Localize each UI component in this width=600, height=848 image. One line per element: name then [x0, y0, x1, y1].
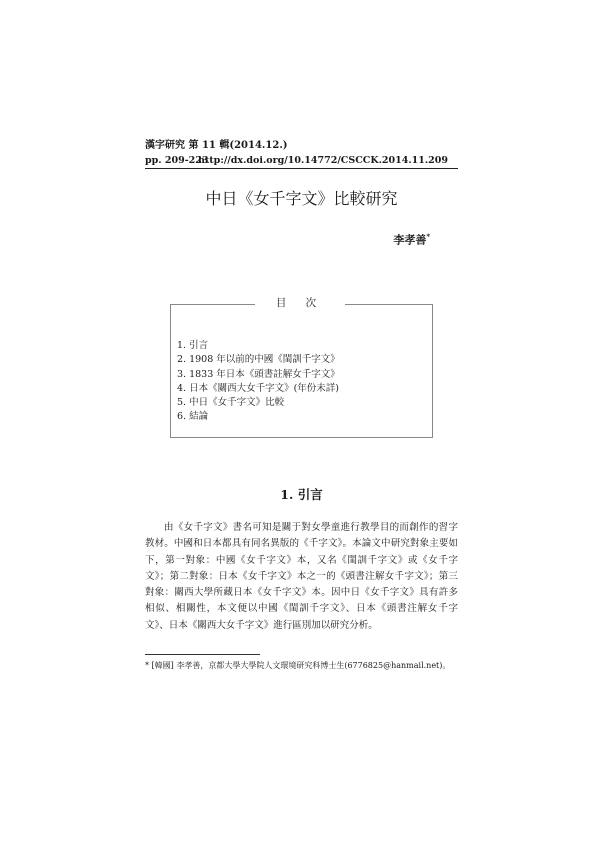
footnote-rule: [145, 654, 260, 655]
toc-item: 6. 結論: [177, 411, 209, 423]
section-heading: 1. 引言: [280, 487, 323, 502]
author-footnote-mark: *: [426, 232, 430, 241]
toc-item: 1. 引言: [177, 340, 209, 351]
footnote: * [韓國] 李孝善，京都大學大學院人文環境研究科博士生(6776825@hanmail.net)。: [145, 661, 451, 670]
paper-title: 中日《女千字文》比較研究: [205, 189, 398, 208]
toc-item: 2. 1908 年以前的中國《閨訓千字文》: [177, 354, 340, 366]
journal-info: 漢字研究 第 11 輯(2014.12.): [145, 140, 288, 151]
toc-heading: 目 次: [255, 295, 345, 311]
author-name: [393, 230, 430, 248]
author-name-text: 李孝善: [393, 233, 427, 247]
toc-list: [177, 339, 340, 425]
page-range: pp. 209-223: [145, 155, 209, 166]
toc-item: 5. 中日《女千字文》比較: [177, 397, 285, 409]
toc-item: 3. 1833 年日本《頭書註解女千字文》: [177, 368, 340, 380]
body-paragraph: 由《女千字文》書名可知是關于對女學童進行教學目的而創作的習字教材。中國和日本都具有同名異版的《千字文》。本論文中研究對象主要如下，第一對象：中國《女千字文》本，又名《閨訓千字文》或《女千字文》；第二對象：日本《女千字文》本之一的《頭書注解女千字文》；第三對象：關西大學所藏日本《女千字文》本。因中日《女千字文》具有許多相似、相關性，本文便以中國《閨訓千字文》、日本《頭書注解女千字文》、日本《關西大女千字文》進行區別加以研究分析。: [145, 522, 458, 631]
header-rule: [145, 168, 458, 169]
toc-item: 4. 日本《關西大女千字文》(年份未詳): [177, 382, 339, 394]
doi-link[interactable]: http://dx.doi.org/10.14772/CSCCK.2014.11.209: [198, 155, 448, 166]
